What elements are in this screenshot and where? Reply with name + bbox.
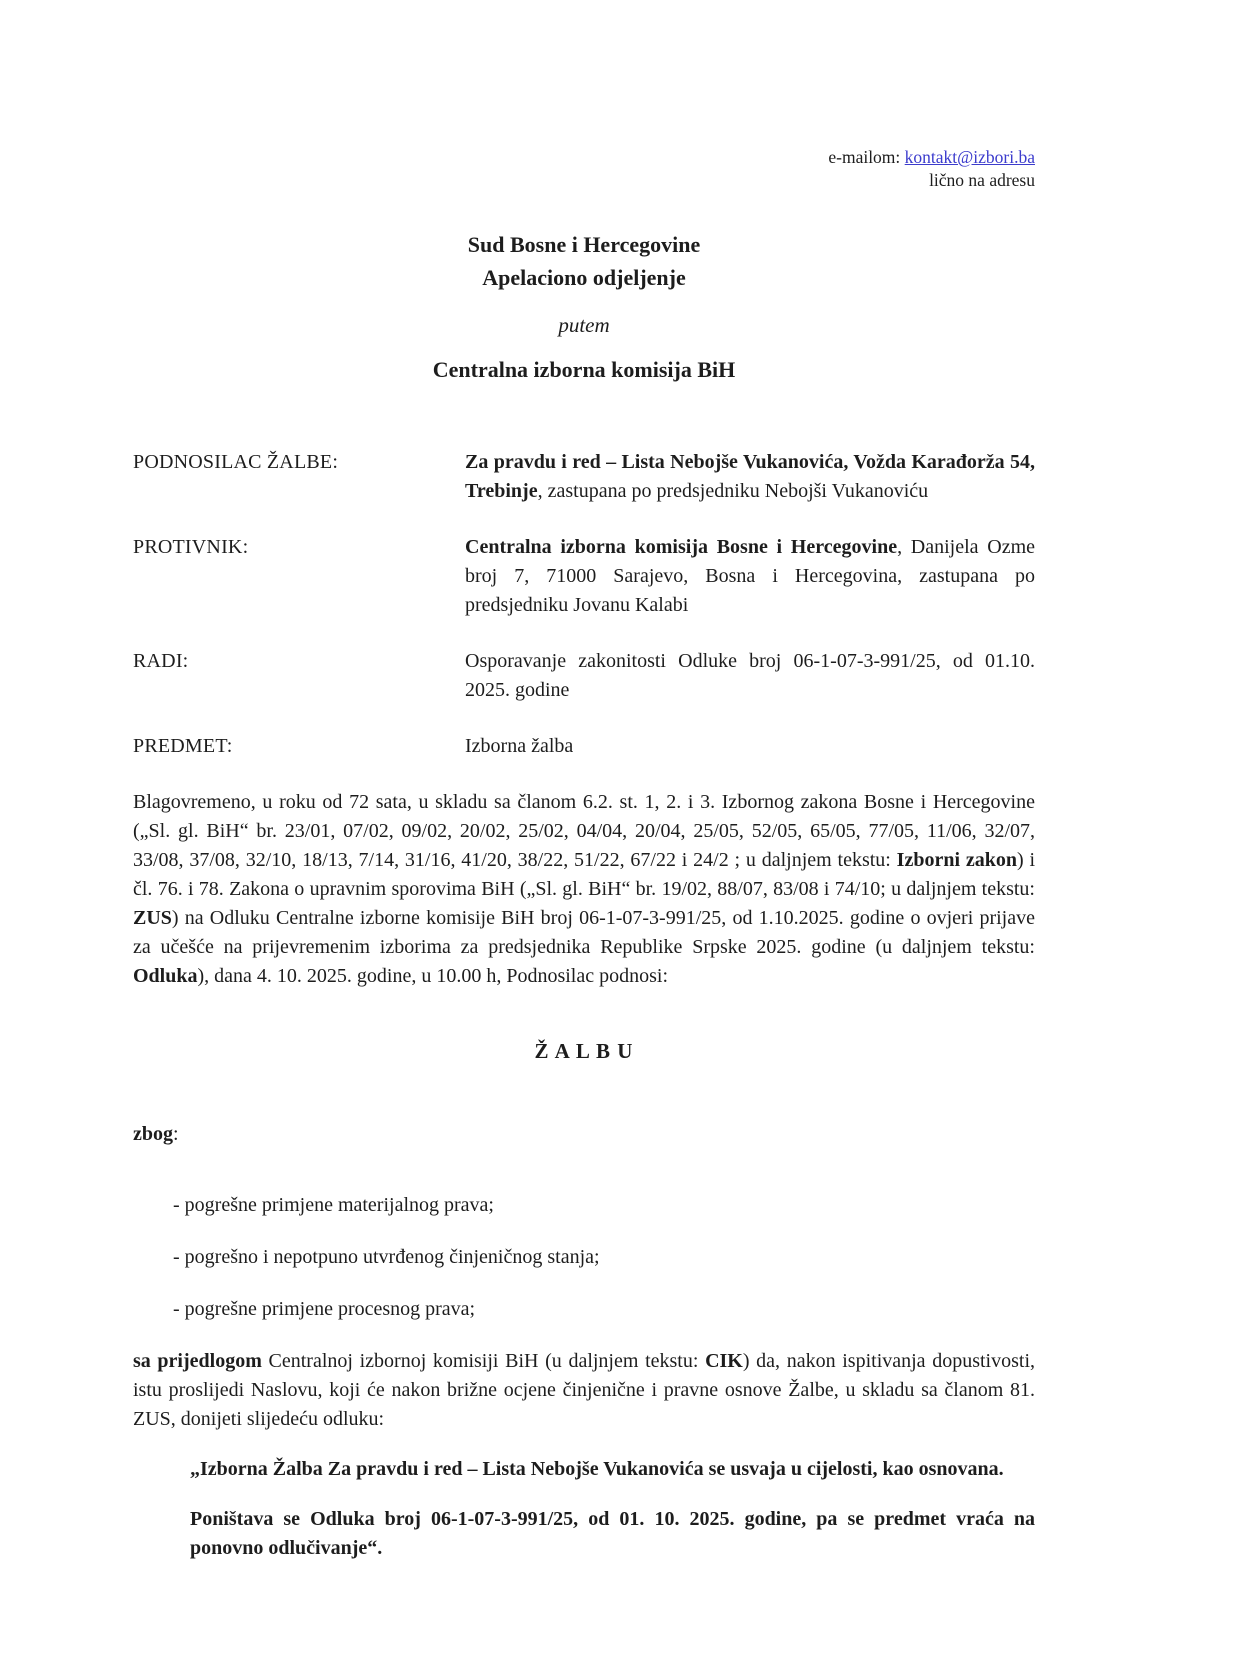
document-header	[133, 146, 1035, 192]
commission-name: Centralna izborna komisija BiH	[432, 357, 736, 382]
email-line	[133, 146, 1035, 169]
party-label: PODNOSILAC ŽALBE:	[133, 451, 339, 473]
requested-decision-paragraph: „Izborna Žalba Za pravdu i red – Lista Nebojše Vukanovića se usvaja u cijelosti, kao osnovana.	[190, 1458, 1004, 1480]
party-label: PREDMET:	[133, 735, 233, 757]
delivery-note: lično na adresu	[929, 170, 1035, 190]
grounds-item: - pogrešne primjene procesnog prava;	[173, 1298, 476, 1320]
appeal-heading: Ž A L B U	[534, 1039, 634, 1063]
email-label: e-mailom:	[828, 147, 905, 167]
grounds-label: zbog:	[133, 1123, 179, 1145]
party-content: Osporavanje zakonitosti Odluke broj 06-1-07-3-991/25, od 01.10. 2025. godine	[465, 650, 1035, 701]
court-name: Sud Bosne i Hercegovine	[467, 232, 701, 257]
party-row-podnosilac	[133, 448, 1035, 506]
parties-section	[133, 448, 1035, 761]
proposal-paragraph: sa prijedlogom Centralnoj izbornoj komisiji BiH (u daljnjem tekstu: CIK) da, nakon ispitivanja dopustivosti, istu proslijedi Naslovu, koji će nakon brižne ocjene činjenične i pravne osnove Žalbe, u skladu sa članom 81. ZUS, donijeti slijedeću odluku:	[133, 1350, 1036, 1430]
party-content: Za pravdu i red – Lista Nebojše Vukanovića, Vožda Karađorža 54, Trebinje, zastupana po predsjedniku Nebojši Vukanoviću	[465, 451, 1035, 502]
grounds-item: - pogrešne primjene materijalnog prava;	[173, 1194, 494, 1216]
party-row-protivnik	[133, 533, 1035, 620]
party-content: Izborna žalba	[465, 735, 574, 757]
party-label: PROTIVNIK:	[133, 536, 249, 558]
party-label: RADI:	[133, 650, 189, 672]
grounds-list	[173, 1191, 1035, 1324]
via-word: putem	[558, 313, 610, 337]
email-link[interactable]: kontakt@izbori.ba	[904, 147, 1035, 167]
recipient-block	[133, 228, 1035, 384]
requested-decision-section	[133, 1455, 1035, 1563]
party-row-radi	[133, 647, 1035, 705]
party-content: Centralna izborna komisija Bosne i Hercegovine, Danijela Ozme broj 7, 71000 Sarajevo, Bosna i Hercegovina, zastupana po predsjedniku Jovanu Kalabi	[465, 536, 1036, 616]
court-division: Apelaciono odjeljenje	[482, 265, 686, 290]
party-row-predmet	[133, 732, 1035, 761]
intro-paragraph: Blagovremeno, u roku od 72 sata, u skladu sa članom 6.2. st. 1, 2. i 3. Izbornog zakona Bosne i Hercegovine („Sl. gl. BiH“ br. 23/01, 07/02, 09/02, 20/02, 25/02, 04/04, 20/04, 25/05, 52/05, 65/05, 77/05, 11/06, 32/07, 33/08, 37/08, 32/10, 18/13, 7/14, 31/16, 41/20, 38/22, 51/22, 67/22 i 24/2 ; u daljnjem tekstu: Izborni zakon) i čl. 76. i 78. Zakona o upravnim sporovima BiH („Sl. gl. BiH“ br. 19/02, 88/07, 83/08 i 74/10; u daljnjem tekstu: ZUS) na Odluku Centralne izborne komisije BiH broj 06-1-07-3-991/25, od 1.10.2025. godine o ovjeri prijave za učešće na prijevremenim izborima za predsjednika Republike Srpske 2025. godine (u daljnjem tekstu: Odluka), dana 4. 10. 2025. godine, u 10.00 h, Podnosilac podnosi:	[133, 791, 1036, 987]
requested-decision-paragraph: Poništava se Odluka broj 06-1-07-3-991/25, od 01. 10. 2025. godine, pa se predmet vraća na ponovno odlučivanje“.	[190, 1508, 1035, 1559]
grounds-item: - pogrešno i nepotpuno utvrđenog činjeničnog stanja;	[173, 1246, 600, 1268]
